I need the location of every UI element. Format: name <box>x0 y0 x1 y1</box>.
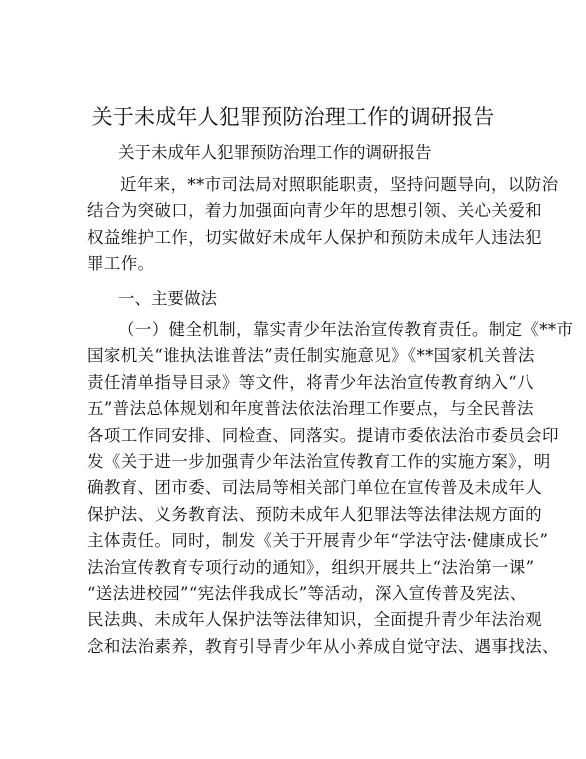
section-line: 民法典、未成年人保护法等法律知识，全面提升青少年法治观 <box>87 610 542 630</box>
section-line: “送法进校园”“宪法伴我成长”等活动，深入宣传普及宪法、 <box>87 584 527 604</box>
document-subtitle: 关于未成年人犯罪预防治理工作的调研报告 <box>118 143 432 162</box>
section-line: 确教育、团市委、司法局等相关部门单位在宣传普及未成年人 <box>87 478 542 498</box>
section-line: 五”普法总体规划和年度普法依法治理工作要点，与全民普法 <box>87 399 534 419</box>
intro-line: 罪工作。 <box>87 254 155 274</box>
section-heading: 一、主要做法 <box>118 289 217 308</box>
section-line: （一）健全机制，靠实青少年法治宣传教育责任。制定《**市 <box>118 320 574 339</box>
section-line: 保护法、义务教育法、预防未成年人犯罪法等法律法规方面的 <box>87 504 542 524</box>
section-line: 责任清单指导目录》等文件，将青少年法治宣传教育纳入“八 <box>87 372 534 392</box>
intro-line: 近年来，**市司法局对照职能职责，坚持问题导向，以防治 <box>120 175 559 194</box>
section-line: 各项工作同安排、同检查、同落实。提请市委依法治市委员会印 <box>87 425 559 445</box>
section-line: 主体责任。同时，制发《关于开展青少年“学法守法·健康成长” <box>87 531 549 551</box>
section-line: 发《关于进一步加强青少年法治宣传教育工作的实施方案》，明 <box>87 452 551 472</box>
section-line: 法治宣传教育专项行动的通知》，组织开展共上“法治第一课” <box>87 557 535 577</box>
section-line: 国家机关“谁执法谁普法”责任制实施意见》《**国家机关普法 <box>87 346 535 366</box>
section-line: 念和法治素养，教育引导青少年从小养成自觉守法、遇事找法、 <box>87 636 559 656</box>
intro-paragraph <box>87 172 559 278</box>
document-title: 关于未成年人犯罪预防治理工作的调研报告 <box>91 105 495 129</box>
section-paragraph <box>87 317 574 660</box>
intro-line: 结合为突破口，着力加强面向青少年的思想引领、关心关爱和 <box>87 201 542 221</box>
intro-line: 权益维护工作，切实做好未成年人保护和预防未成年人违法犯 <box>87 227 542 247</box>
